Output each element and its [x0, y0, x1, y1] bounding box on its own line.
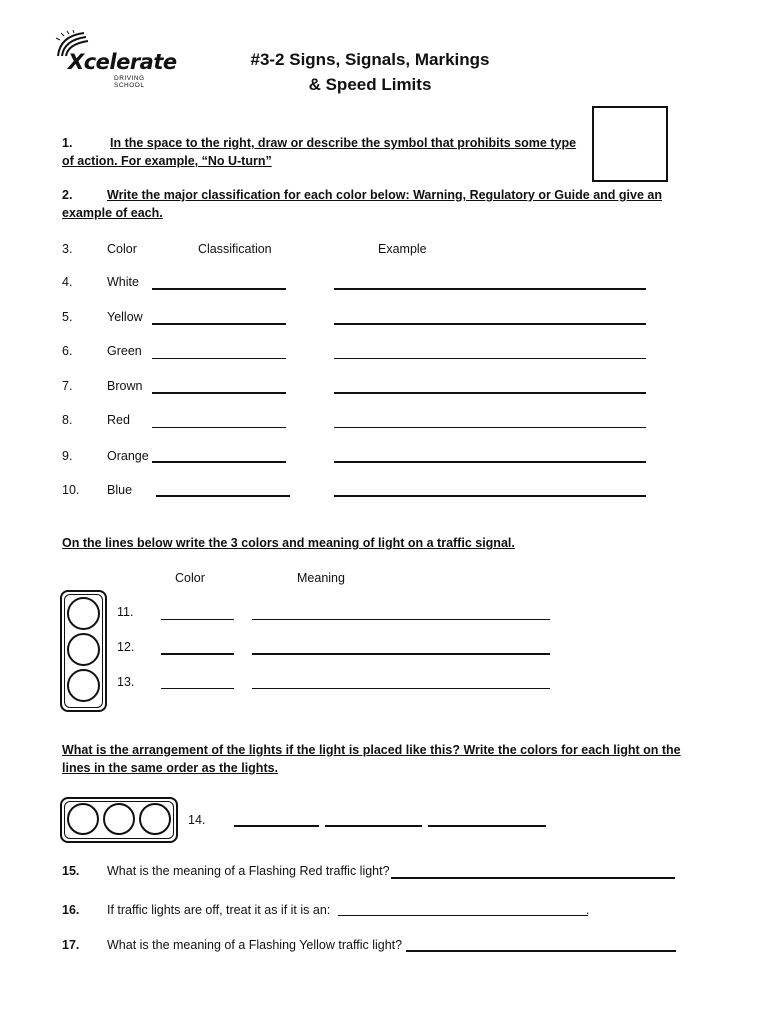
row-number: 9.: [62, 449, 73, 463]
q2-text-line2: example of each.: [62, 206, 163, 220]
classification-answer-line[interactable]: [156, 495, 290, 497]
table-header-example: Example: [378, 242, 427, 256]
table-header-classification: Classification: [198, 242, 272, 256]
q16-text: If traffic lights are off, treat it as if it is an:: [107, 903, 331, 917]
example-answer-line[interactable]: [334, 323, 646, 325]
example-answer-line[interactable]: [334, 288, 646, 290]
example-answer-line[interactable]: [334, 461, 646, 463]
signal-col-meaning: Meaning: [297, 571, 345, 585]
arrangement-answer-line-3[interactable]: [428, 825, 546, 827]
q2-text-line1: Write the major classification for each color below: Warning, Regulatory or Guide and give an: [107, 188, 662, 202]
signal-color-answer-line[interactable]: [161, 619, 234, 620]
q17-text: What is the meaning of a Flashing Yellow traffic light?: [107, 938, 403, 952]
q1-text-line1: In the space to the right, draw or describe the symbol that prohibits some type: [110, 136, 577, 150]
q2-number: 2.: [62, 188, 73, 202]
logo-name: Xcelerate: [68, 50, 177, 74]
row-color-label: White: [107, 275, 139, 289]
page-title-line1: #3-2 Signs, Signals, Markings: [250, 50, 490, 69]
horizontal-traffic-light-icon: [60, 797, 178, 843]
table-header-number: 3.: [62, 242, 73, 256]
signal-col-color: Color: [175, 571, 205, 585]
q15-answer-line[interactable]: [391, 877, 675, 879]
row-number: 6.: [62, 344, 73, 358]
signal-light-middle: [67, 633, 100, 666]
signal-light-bottom: [67, 669, 100, 702]
signal-meaning-answer-line[interactable]: [252, 688, 550, 689]
example-answer-line[interactable]: [334, 495, 646, 497]
logo-subtitle: DRIVING SCHOOL: [114, 75, 145, 89]
table-header-color: Color: [107, 242, 137, 256]
signal-light-top: [67, 597, 100, 630]
vertical-traffic-light-icon: [60, 590, 107, 712]
q16-period: .: [586, 903, 590, 917]
row-number: 11.: [117, 605, 134, 619]
q17-number: 17.: [62, 938, 80, 952]
arrangement-answer-line-1[interactable]: [234, 825, 319, 827]
symbol-drawing-box[interactable]: [592, 106, 668, 182]
q17-answer-line[interactable]: [406, 950, 676, 952]
q1-text-line2: of action. For example, “No U-turn”: [62, 154, 272, 168]
row-color-label: Yellow: [107, 310, 143, 324]
row-number: 13.: [117, 675, 135, 689]
signal-light-right: [139, 803, 171, 835]
classification-answer-line[interactable]: [152, 427, 286, 428]
classification-answer-line[interactable]: [152, 392, 286, 394]
classification-answer-line[interactable]: [152, 288, 286, 290]
arrangement-text-line1: What is the arrangement of the lights if the light is placed like this? Write the colors for each light on the: [62, 743, 681, 757]
row-number: 7.: [62, 379, 73, 393]
page-title-line2: & Speed Limits: [308, 75, 432, 94]
signal-meaning-answer-line[interactable]: [252, 653, 550, 655]
row-number: 12.: [117, 640, 135, 654]
arrangement-answer-line-2[interactable]: [325, 825, 422, 827]
example-answer-line[interactable]: [334, 427, 646, 428]
row-number: 5.: [62, 310, 73, 324]
example-answer-line[interactable]: [334, 392, 646, 394]
row-color-label: Orange: [107, 449, 149, 463]
q16-number: 16.: [62, 903, 80, 917]
row-color-label: Blue: [107, 483, 133, 497]
row-number: 4.: [62, 275, 73, 289]
row-number: 8.: [62, 413, 73, 427]
row-color-label: Green: [107, 344, 142, 358]
signal-light-left: [67, 803, 99, 835]
signal-meaning-answer-line[interactable]: [252, 619, 550, 620]
q16-answer-line[interactable]: [338, 915, 588, 916]
row-color-label: Brown: [107, 379, 143, 393]
example-answer-line[interactable]: [334, 358, 646, 359]
signal-color-answer-line[interactable]: [161, 688, 234, 689]
signal-instruction: On the lines below write the 3 colors and meaning of light on a traffic signal.: [62, 536, 515, 550]
q15-text: What is the meaning of a Flashing Red traffic light?: [107, 864, 390, 878]
classification-answer-line[interactable]: [152, 358, 286, 359]
q15-number: 15.: [62, 864, 80, 878]
logo: [54, 30, 177, 89]
classification-answer-line[interactable]: [152, 461, 286, 463]
arrangement-text-line2: lines in the same order as the lights.: [62, 761, 279, 775]
q1-number: 1.: [62, 136, 73, 150]
signal-color-answer-line[interactable]: [161, 653, 234, 655]
row-number: 10.: [62, 483, 80, 497]
classification-answer-line[interactable]: [152, 323, 286, 325]
signal-light-center: [103, 803, 135, 835]
q14-number: 14.: [188, 813, 206, 827]
row-color-label: Red: [107, 413, 130, 427]
